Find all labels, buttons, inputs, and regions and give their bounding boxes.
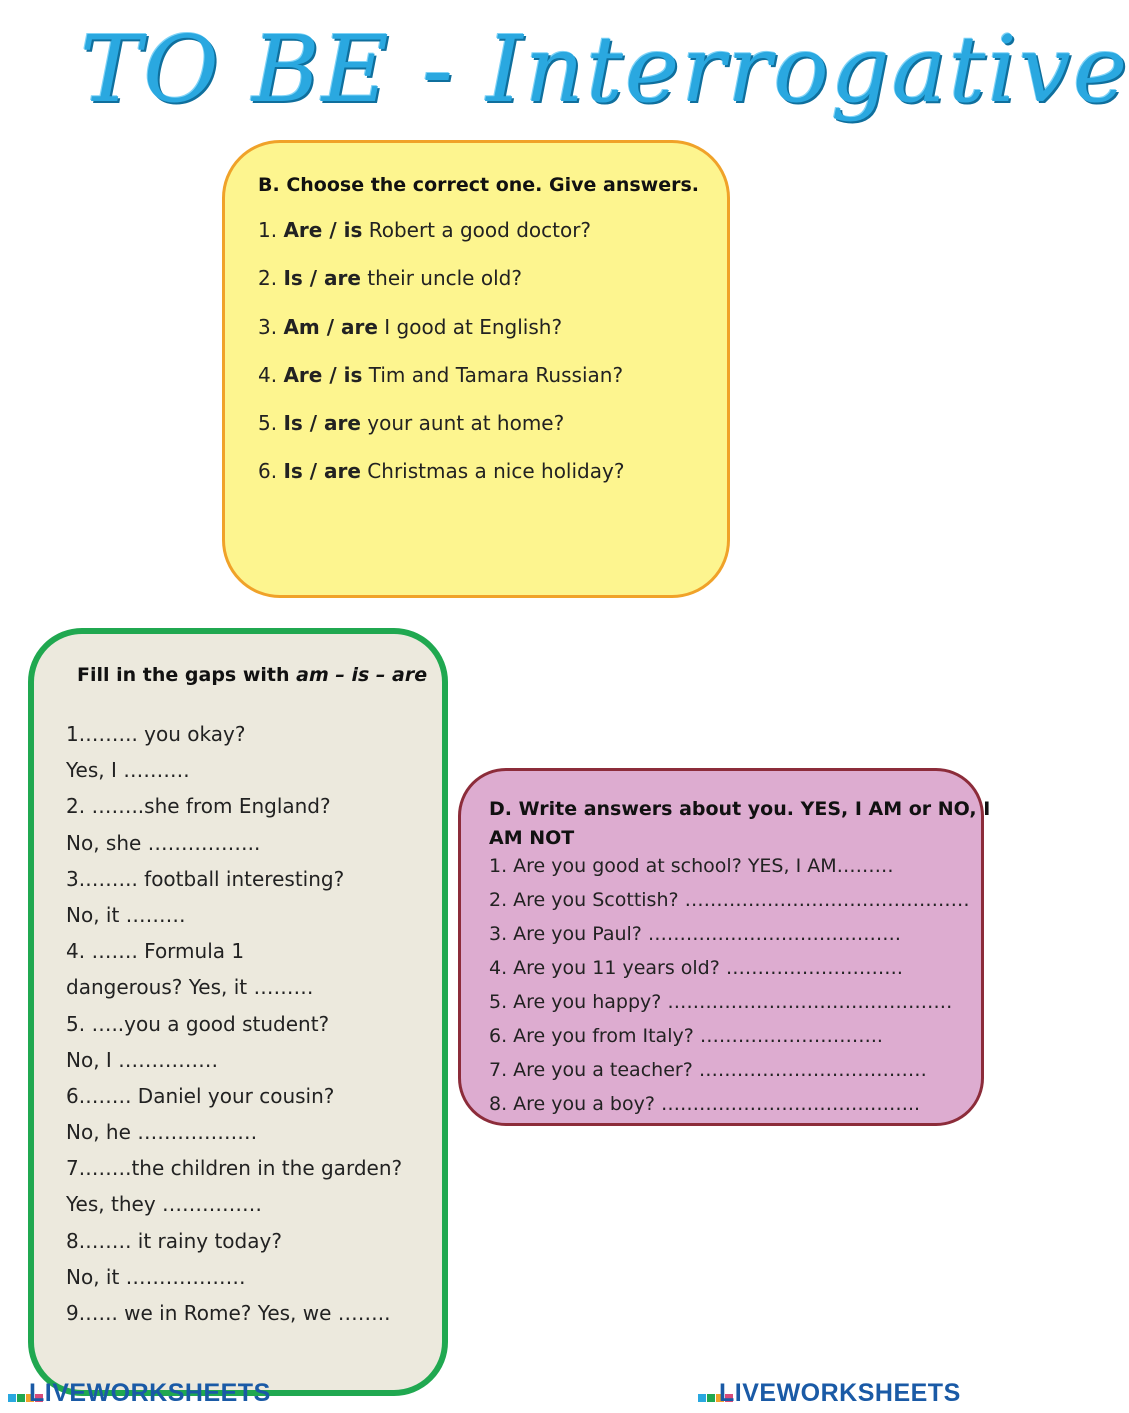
section-d-heading-line2: AM NOT [489,827,575,849]
gap-line[interactable]: 7.…….the children in the garden? [66,1156,403,1181]
gap-line[interactable]: 9.….. we in Rome? Yes, we …….. [66,1301,391,1325]
footer-brand-left: LIVEWORKSHEETS [8,1378,271,1408]
gap-line[interactable]: 8.……. it rainy today? [66,1228,282,1253]
liveworksheets-logo-icon [698,1380,716,1398]
list-item[interactable]: 6. Is / are Christmas a nice holiday? [258,459,625,484]
gap-line[interactable]: 1.…….. you okay? [66,722,246,746]
gap-line[interactable]: Yes, they …………… [66,1192,263,1217]
section-c-heading: Fill in the gaps with am – is – are [77,664,428,686]
list-item[interactable]: 3. Am / are I good at English? [258,314,563,339]
section-d-heading-line1: D. Write answers about you. YES, I AM or NO, I [489,798,991,820]
footer-brand-right: LIVEWORKSHEETS [698,1378,961,1408]
section-b-list [258,218,624,508]
liveworksheets-logo-icon [8,1380,26,1398]
gap-line[interactable]: 6.……. Daniel your cousin? [66,1083,335,1108]
answer-line[interactable]: 7. Are you a teacher? ……………………………… [489,1059,927,1081]
list-item[interactable]: 4. Are / is Tim and Tamara Russian? [258,362,624,387]
gap-line[interactable]: dangerous? Yes, it ……… [66,975,314,1000]
answer-line[interactable]: 4. Are you 11 years old? ………………………. [489,957,903,979]
list-item[interactable]: 2. Is / are their uncle old? [258,266,522,291]
gap-line[interactable]: No, it ……………… [66,1264,246,1289]
section-b-heading: B. Choose the correct one. Give answers. [258,174,699,196]
answer-line[interactable]: 8. Are you a boy? ………………………………….. [489,1093,921,1115]
answer-line[interactable]: 5. Are you happy? ……………………………………… [489,991,953,1013]
list-item[interactable]: 5. Is / are your aunt at home? [258,411,565,436]
gap-line[interactable]: 2. ……..she from England? [66,794,331,819]
gap-line[interactable]: Yes, I ………. [66,758,190,783]
answer-line[interactable]: 1. Are you good at school? YES, I AM……… [489,855,894,877]
section-d-list [489,850,970,1122]
section-c-list [66,717,402,1332]
gap-line[interactable]: No, it ……… [66,902,186,927]
answer-line[interactable]: 3. Are you Paul? …………………………………. [489,923,901,945]
gap-line[interactable]: No, I …………… [66,1047,219,1072]
answer-line[interactable]: 6. Are you from Italy? ……………………….. [489,1025,883,1047]
list-item[interactable]: 1. Are / is Robert a good doctor? [258,218,592,242]
gap-line[interactable]: 4. ……. Formula 1 [66,939,245,964]
gap-line[interactable]: 3.…….. football interesting? [66,866,345,891]
gap-line[interactable]: 5. …..you a good student? [66,1011,330,1036]
gap-line[interactable]: No, she …………….. [66,830,261,855]
gap-line[interactable]: No, he ……………… [66,1120,258,1145]
worksheet-title: TO BE - Interrogative [80,16,1129,123]
answer-line[interactable]: 2. Are you Scottish? ……………………………………… [489,889,970,911]
